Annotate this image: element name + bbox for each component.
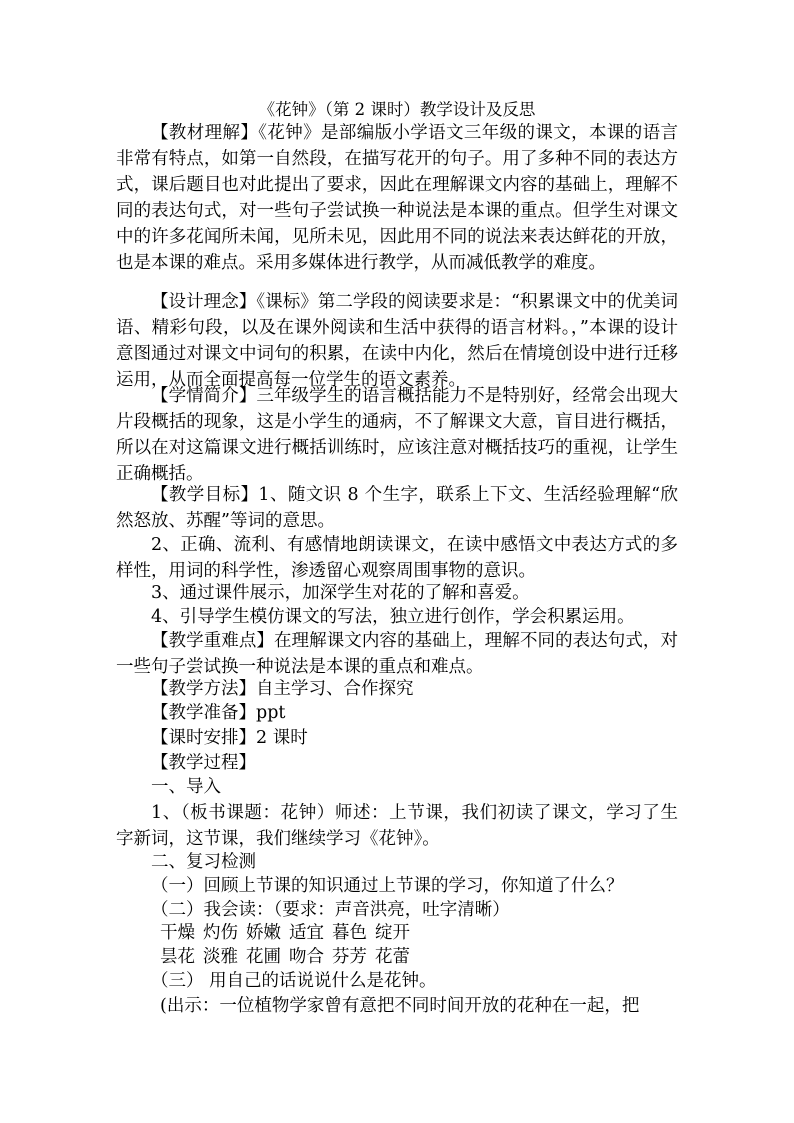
paragraph-textbook-understanding: 【教材理解】《花钟》是部编版小学语文三年级的课文，本课的语言非常有特点，如第一自然段，在描写花开的句子。用了多种不同的表达方式，课后题目也对此提出了要求，因此在理解课文内容的基础上，理解不同的表达句式，对一些句子尝试换一种说法是本课的重点。但学生对课文中的许多花闻所未闻，见所未见，因此用不同的说法来表达鲜花的开放，也是本课的难点。采用多媒体进行教学，从而减低教学的难度。 xyxy=(116,123,678,273)
vocabulary-word: 绽开 xyxy=(375,923,410,943)
paragraph-goal-2: 2、正确、流利、有感情地朗读课文，在读中感悟文中表达方式的多样性，用词的科学性，渗透留心观察周围事物的意识。 xyxy=(116,535,678,581)
vocabulary-word: 干燥 xyxy=(160,923,195,943)
paragraph-teaching-preparation: 【教学准备】ppt xyxy=(151,703,286,723)
vocabulary-word: 淡雅 xyxy=(203,947,238,967)
paragraph-review-2: （二）我会读：（要求：声音洪亮，吐字清晰） xyxy=(151,900,510,920)
vocabulary-row-1 xyxy=(160,920,722,946)
paragraph-goal-3: 3、通过课件展示，加深学生对花的了解和喜爱。 xyxy=(151,583,530,603)
vocabulary-word: 吻合 xyxy=(289,947,324,967)
paragraph-teaching-process: 【教学过程】 xyxy=(151,753,256,773)
paragraph-display-text: (出示：一位植物学家曾有意把不同时间开放的花种在一起，把 xyxy=(160,996,640,1016)
section-heading-review: 二、复习检测 xyxy=(151,852,256,872)
vocabulary-word: 暮色 xyxy=(332,923,367,943)
paragraph-intro-step-1: 1、（板书课题：花钟）师述：上节课，我们初读了课文，学习了生字新词，这节课，我们继续学习《花钟》。 xyxy=(116,803,678,849)
paragraph-teaching-method: 【教学方法】自主学习、合作探究 xyxy=(151,679,414,699)
paragraph-review-1: （一）回顾上节课的知识通过上节课的学习，你知道了什么？ xyxy=(151,876,624,896)
section-heading-introduction: 一、导入 xyxy=(151,777,221,797)
vocabulary-word: 芬芳 xyxy=(332,947,367,967)
vocabulary-word: 娇嫩 xyxy=(246,923,281,943)
paragraph-student-profile: 【学情简介】三年级学生的语言概括能力不是特别好，经常会出现大片段概括的现象，这是小学生的通病，不了解课文大意，盲目进行概括，所以在对这篇课文进行概括训练时，应该注意对概括技巧的重视，让学生正确概括。 xyxy=(116,386,678,484)
vocabulary-word: 花蕾 xyxy=(375,947,410,967)
paragraph-review-3: （三） 用自己的话说说什么是花钟。 xyxy=(151,971,437,991)
paragraph-goal-4: 4、引导学生模仿课文的写法，独立进行创作，学会积累运用。 xyxy=(151,607,635,627)
document-title: 《花钟》（第 2 课时）教学设计及反思 xyxy=(258,100,536,119)
vocabulary-word: 昙花 xyxy=(160,947,195,967)
paragraph-key-difficulties: 【教学重难点】在理解课文内容的基础上，理解不同的表达句式，对一些句子尝试换一种说法是本课的重点和难点。 xyxy=(116,631,678,677)
vocabulary-row-2 xyxy=(160,944,722,970)
paragraph-class-schedule: 【课时安排】2 课时 xyxy=(151,728,308,748)
vocabulary-word: 灼伤 xyxy=(203,923,238,943)
vocabulary-word: 花圃 xyxy=(246,947,281,967)
vocabulary-word: 适宜 xyxy=(289,923,324,943)
paragraph-teaching-goals: 【教学目标】1、随文识 8 个生字，联系上下文、生活经验理解“欣然怒放、苏醒”等词的意思。 xyxy=(116,485,678,531)
paragraph-design-concept: 【设计理念】《课标》第二学段的阅读要求是：“积累课文中的优美词语、精彩句段，以及在课外阅读和生活中获得的语言材料。，”本课的设计意图通过对课文中词句的积累，在读中内化，然后在情境创设中进行迁移运用，从而全面提高每一位学生的语文素养。 xyxy=(116,292,678,390)
